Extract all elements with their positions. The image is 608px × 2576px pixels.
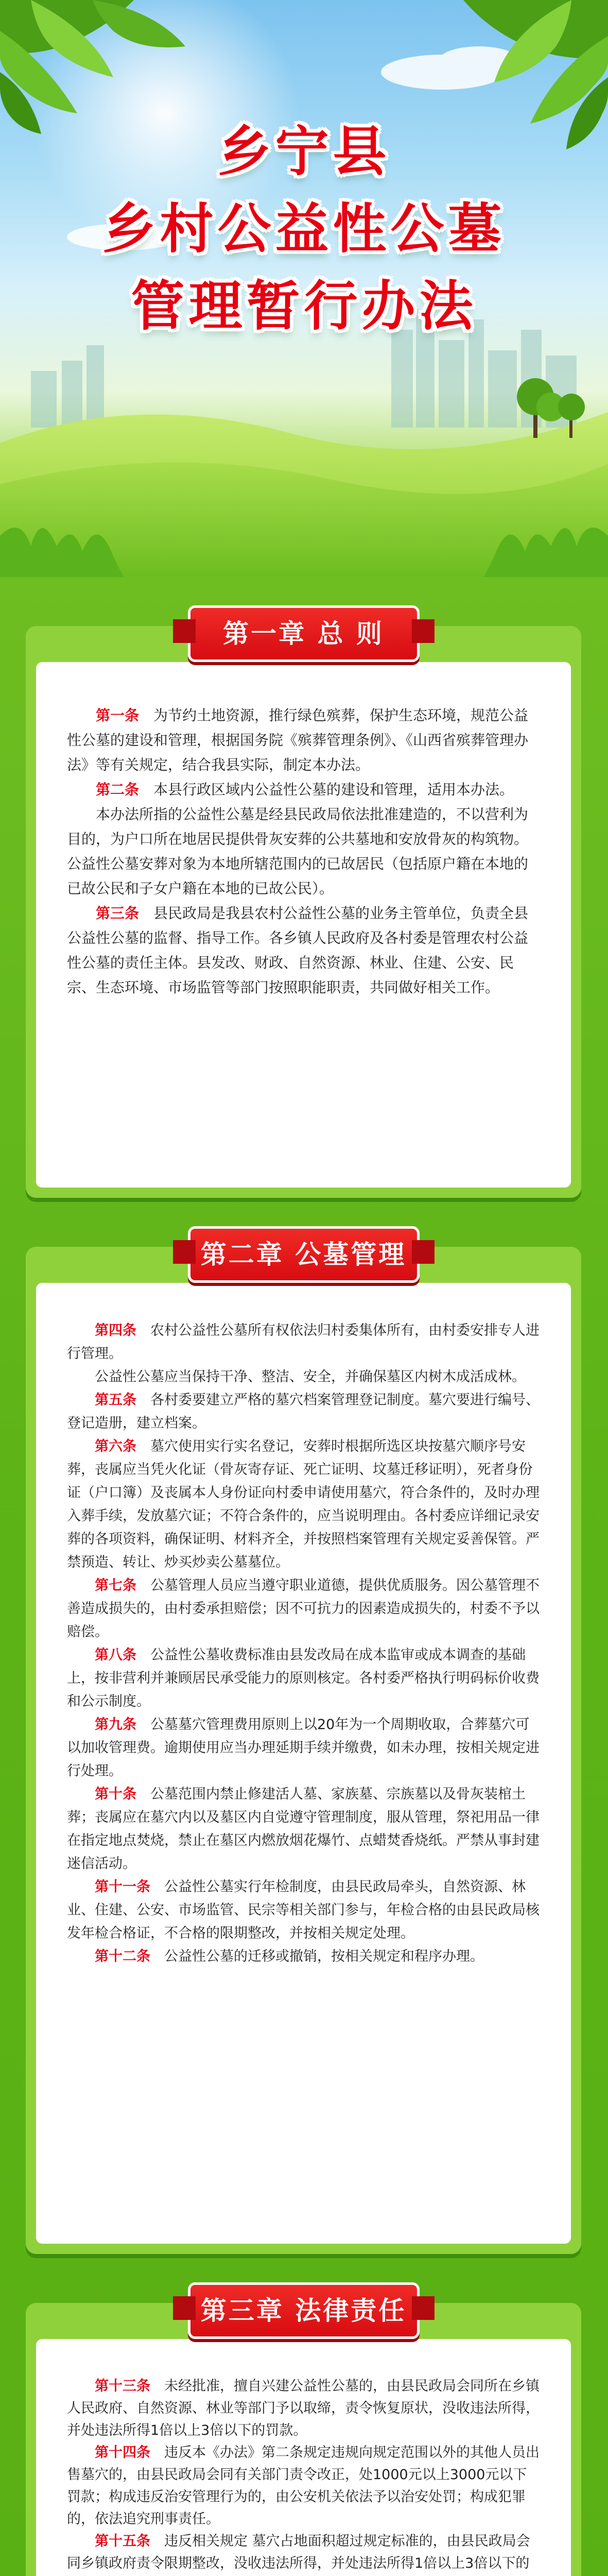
article-paragraph: 第十五条 违反相关规定 墓穴占地面积超过规定标准的，由县民政局会同乡镇政府责令限期整改，没收违法所得，并处违法所得1倍以上3倍以下的 — [67, 2533, 530, 2571]
article-paragraph: 第四条 农村公益性公墓所有权依法归村委集体所有，由村委安排专人进行管理。 — [67, 1323, 540, 1362]
article-paragraph: 第十三条 未经批准，擅自兴建公益性公墓的，由县民政局会同所在乡镇人民政府、自然资源、林业等部门予以取缔，责令恢复原状，没收违法所得，并处违法所得1倍以上3倍以下的罚款。 — [67, 2378, 540, 2438]
article-paragraph: 本办法所指的公益性公墓是经县民政局依法批准建造的，不以营利为目的，为户口所在地居民提供骨灰安葬的公共墓地和安放骨灰的构筑物。公益性公墓安葬对象为本地所辖范围内的已故居民（包括原户籍在本地的已故公民和子女户籍在本地的已故公民）。 — [67, 806, 529, 897]
chapter-1-heading: 第一章 总 则 — [188, 605, 420, 662]
chapter-3-body — [67, 2375, 540, 2576]
article-paragraph: 第五条 各村委要建立严格的墓穴档案管理登记制度。墓穴要进行编号、登记造册，建立档案。 — [67, 1392, 540, 1431]
article-paragraph: 第七条 公墓管理人员应当遵守职业道德，提供优质服务。因公墓管理不善造成损失的，由村委承担赔偿；因不可抗力的因素造成损失的，村委不予以赔偿。 — [67, 1578, 540, 1640]
article-paragraph: 第八条 公益性公墓收费标准由县发改局在成本监审或成本调查的基础上，按非营利并兼顾居民承受能力的原则核定。各村委严格执行明码标价收费和公示制度。 — [67, 1647, 540, 1709]
chapter-2-section — [26, 1226, 581, 2254]
article-paragraph: 第一条 为节约土地资源，推行绿色殡葬，保护生态环境，规范公益性公墓的建设和管理，根据国务院《殡葬管理条例》、《山西省殡葬管理办法》等有关规定，结合我县实际，制定本办法。 — [67, 707, 529, 773]
title-line-3: 管理暂行办法 — [131, 275, 477, 337]
article-paragraph: 第三条 县民政局是我县农村公益性公墓的业务主管单位，负责全县公益性公墓的监督、指导工作。各乡镇人民政府及各村委是管理农村公益性公墓的责任主体。县发改、财政、自然资源、林业、住建、公安、民宗、生态环境、市场监管等部门按照职能职责，共同做好相关工作。 — [67, 905, 529, 996]
article-paragraph: 第六条 墓穴使用实行实名登记，安葬时根据所选区块按墓穴顺序号安葬，丧属应当凭火化证（骨灰寄存证、死亡证明、坟墓迁移证明），死者身份证（户口簿）及丧属本人身份证向村委申请使用墓穴，符合条件的，及时办理入葬手续，发放墓穴证；不符合条件的，应当说明理由。各村委应详细记录安葬的各项资料，确保证明、材料齐全，并按照档案管理有关规定妥善保管。严禁预造、转让、炒买炒卖公墓墓位。 — [67, 1438, 540, 1570]
chapter-2-heading: 第二章 公墓管理 — [188, 1226, 420, 1283]
article-paragraph: 第十四条 违反本《办法》第二条规定违规向规定范围以外的其他人员出售墓穴的，由县民政局会同有关部门责令改正，处1000元以上3000元以下罚款；构成违反治安管理行为的，由公安机关依法予以治安处罚；构成犯罪的，依法追究刑事责任。 — [67, 2445, 540, 2527]
chapter-1-section — [26, 605, 581, 1198]
title-line-1: 乡宁县 — [217, 120, 391, 183]
article-paragraph: 公益性公墓应当保持干净、整洁、安全，并确保墓区内树木成活成林。 — [95, 1369, 526, 1385]
chapter-3-section — [26, 2282, 581, 2576]
article-paragraph: 第十条 公墓范围内禁止修建活人墓、家族墓、宗族墓以及骨灰装棺土葬；丧属应在墓穴内以及墓区内自觉遵守管理制度，服从管理，祭祀用品一律在指定地点焚烧，禁止在墓区内燃放烟花爆竹、点蜡焚香烧纸。严禁从事封建迷信活动。 — [67, 1786, 540, 1872]
article-paragraph: 第九条 公墓墓穴管理费用原则上以20年为一个周期收取，合葬墓穴可以加收管理费。逾期使用应当办理延期手续并缴费，如未办理，按相关规定进行处理。 — [67, 1717, 540, 1779]
header-scene — [0, 0, 608, 577]
chapter-2-body — [67, 1319, 540, 1968]
chapter-1-body — [67, 703, 540, 1000]
article-paragraph: 第二条 本县行政区域内公益性公墓的建设和管理，适用本办法。 — [96, 781, 514, 798]
chapter-3-heading: 第三章 法律责任 — [188, 2282, 420, 2339]
title-line-2: 乡村公益性公墓 — [102, 197, 506, 260]
article-paragraph: 第十一条 公益性公墓实行年检制度，由县民政局牵头，自然资源、林业、住建、公安、市场监管、民宗等相关部门参与，年检合格的由县民政局核发年检合格证，不合格的限期整改，并按相关规定处理。 — [67, 1879, 540, 1941]
article-paragraph: 第十二条 公益性公墓的迁移或撤销，按相关规定和程序办理。 — [95, 1948, 484, 1964]
